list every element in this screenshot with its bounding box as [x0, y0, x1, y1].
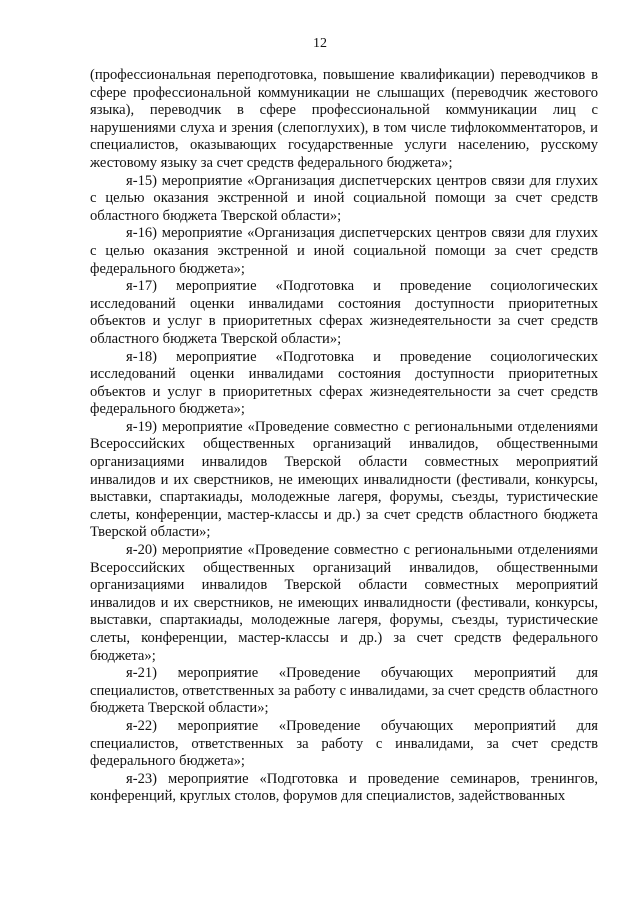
paragraph-ya-16: я-16) мероприятие «Организация диспетчерских центров связи для глухих с целью оказания экстренной и иной социальной помощи за счет средств федерального бюджета»;	[90, 225, 598, 277]
paragraph-continuation: (профессиональная переподготовка, повышение квалификации) переводчиков в сфере профессиональной коммуникации не слышащих (переводчик жестового языка), переводчик в сфере профессиональной коммуникации лиц с нарушениями слуха и зрения (слепоглухих), в том числе тифлокомментаторов, и специалистов, оказывающих государственные услуги населению, русскому жестовому языку за счет средств федерального бюджета»;	[90, 67, 598, 171]
paragraph-ya-15: я-15) мероприятие «Организация диспетчерских центров связи для глухих с целью оказания экстренной и иной социальной помощи за счет средств областного бюджета Тверской области»;	[90, 172, 598, 224]
paragraph-ya-22: я-22) мероприятие «Проведение обучающих мероприятий для специалистов, ответственных за работу с инвалидами, за счет средств федерального бюджета»;	[90, 717, 598, 770]
paragraph-ya-21: я-21) мероприятие «Проведение обучающих мероприятий для специалистов, ответственных за работу с инвалидами, за счет средств областного бюджета Тверской области»;	[90, 665, 598, 717]
page-number: 12	[313, 36, 327, 51]
paragraph-ya-18: я-18) мероприятие «Подготовка и проведение социологических исследований оценки инвалидами состояния доступности приоритетных объектов и услуг в приоритетных сферах жизнедеятельности за счет средств федерального бюджета»;	[90, 348, 598, 418]
paragraph-ya-17: я-17) мероприятие «Подготовка и проведение социологических исследований оценки инвалидами состояния доступности приоритетных объектов и услуг в приоритетных сферах жизнедеятельности за счет средств областного бюджета Тверской области»;	[90, 278, 598, 347]
document-body	[90, 67, 598, 806]
paragraph-ya-23: я-23) мероприятие «Подготовка и проведение семинаров, тренингов, конференций, круглых столов, форумов для специалистов, задействованных	[90, 770, 598, 805]
paragraph-ya-20: я-20) мероприятие «Проведение совместно с региональными отделениями Всероссийских общественных организаций инвалидов, общественными организациями инвалидов Тверской области совместных мероприятий инвалидов и их сверстников, не имеющих инвалидности (фестивали, конкурсы, выставки, спартакиады, молодежные лагеря, форумы, съезды, туристические слеты, конференции, мастер-классы и др.) за счет средств федерального бюджета»;	[90, 542, 598, 664]
paragraph-ya-19: я-19) мероприятие «Проведение совместно с региональными отделениями Всероссийских общественных организаций инвалидов, общественными организациями инвалидов Тверской области совместных мероприятий инвалидов и их сверстников, не имеющих инвалидности (фестивали, конкурсы, выставки, спартакиады, молодежные лагеря, форумы, съезды, туристические слеты, конференции, мастер-классы и др.) за счет средств областного бюджета Тверской области»;	[90, 418, 598, 541]
